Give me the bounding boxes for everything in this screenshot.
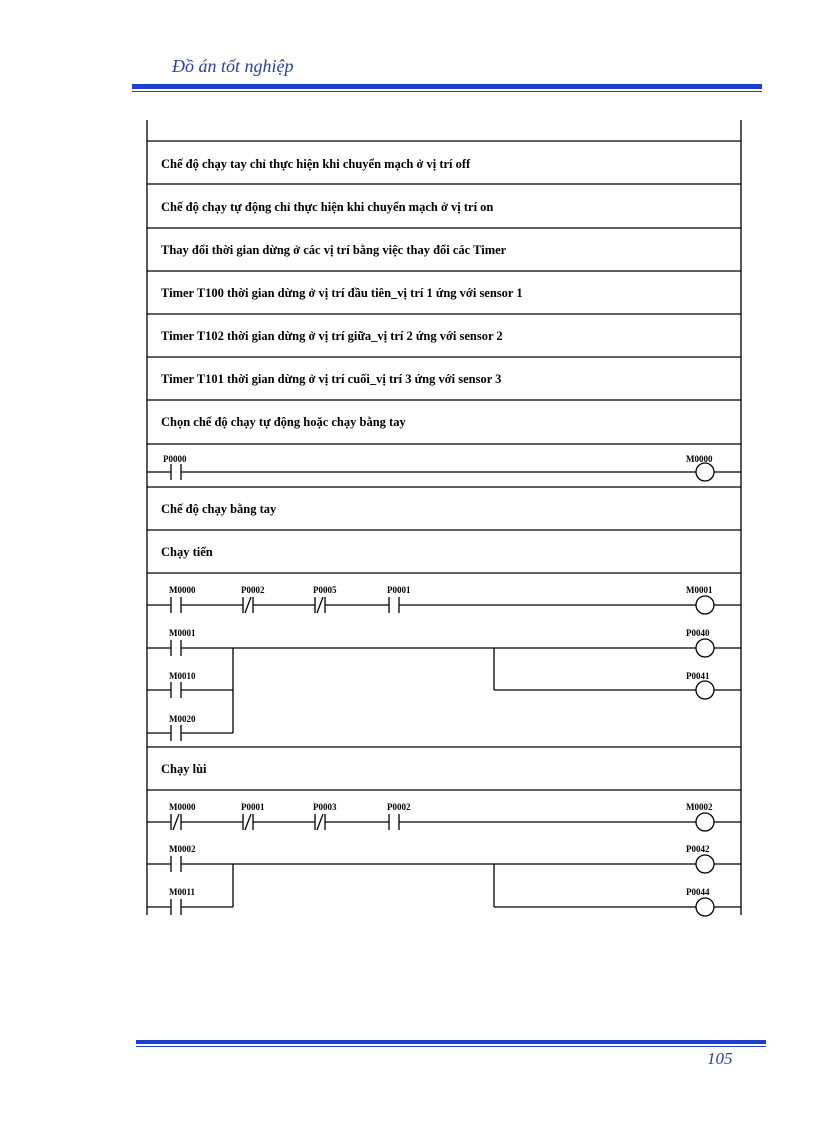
coil-p0042 [696,855,714,873]
comment-timer-t102: Timer T102 thời gian dừng ở vị trí giữa_vị trí 2 ứng với sensor 2 [161,329,503,343]
rung-1-coil-label: M0000 [686,454,713,464]
rung-5-contact2-label: M0011 [169,887,195,897]
rung-2-contact1-label: M0000 [169,585,196,595]
rung-3 [147,639,741,741]
rung-2-contact4-label: P0001 [387,585,411,595]
comment-mode-select: Chọn chế độ chạy tự động hoặc chạy bằng tay [161,415,406,429]
rung-3-coil1-label: P0040 [686,628,710,638]
footer-rule-thin [136,1046,766,1047]
rung-4-contact2-label: P0001 [241,802,265,812]
comment-manual-off: Chế độ chạy tay chỉ thực hiện khi chuyển mạch ở vị trí off [161,157,471,171]
rung-3-contact2-label: M0010 [169,671,196,681]
rung-1-contact1-label: P0000 [163,454,187,464]
header-title: Đồ án tốt nghiệp [172,56,294,76]
comment-forward: Chạy tiến [161,545,213,559]
comment-timer-t101: Timer T101 thời gian dừng ở vị trí cuối_vị trí 3 ứng với sensor 3 [161,372,502,386]
rung-3-contact3-label: M0020 [169,714,196,724]
rung-5-contact1-label: M0002 [169,844,196,854]
rung-2-coil-label: M0001 [686,585,713,595]
rung-4-coil-label: M0002 [686,802,713,812]
footer-rule [136,1040,766,1044]
rung-2-contact3-label: P0005 [313,585,337,595]
comment-timer-t100: Timer T100 thời gian dừng ở vị trí đầu tiên_vị trí 1 ứng với sensor 1 [161,286,523,300]
coil-p0044 [696,898,714,916]
rung-5-coil1-label: P0042 [686,844,710,854]
comment-timer-change: Thay đổi thời gian dừng ở các vị trí bằng việc thay đổi các Timer [161,243,507,257]
coil-p0040 [696,639,714,657]
rung-4-contact1-label: M0000 [169,802,196,812]
rung-4 [147,813,741,831]
rung-2 [147,596,741,614]
rung-4-contact3-label: P0003 [313,802,337,812]
coil-m0002 [696,813,714,831]
coil-m0001 [696,596,714,614]
comment-auto-on: Chế độ chạy tự động chỉ thực hiện khi chuyển mạch ở vị trí on [161,200,494,214]
rung-5 [147,855,741,916]
rung-3-contact1-label: M0001 [169,628,196,638]
rung-2-contact2-label: P0002 [241,585,265,595]
comment-manual-mode: Chế độ chạy bằng tay [161,502,277,516]
rung-1 [147,463,741,481]
rung-4-contact4-label: P0002 [387,802,411,812]
rung-3-coil2-label: P0041 [686,671,710,681]
page-number: 105 [707,1049,733,1068]
comment-reverse: Chạy lùi [161,762,207,776]
rung-5-coil2-label: P0044 [686,887,710,897]
coil-m0000 [696,463,714,481]
coil-p0041 [696,681,714,699]
